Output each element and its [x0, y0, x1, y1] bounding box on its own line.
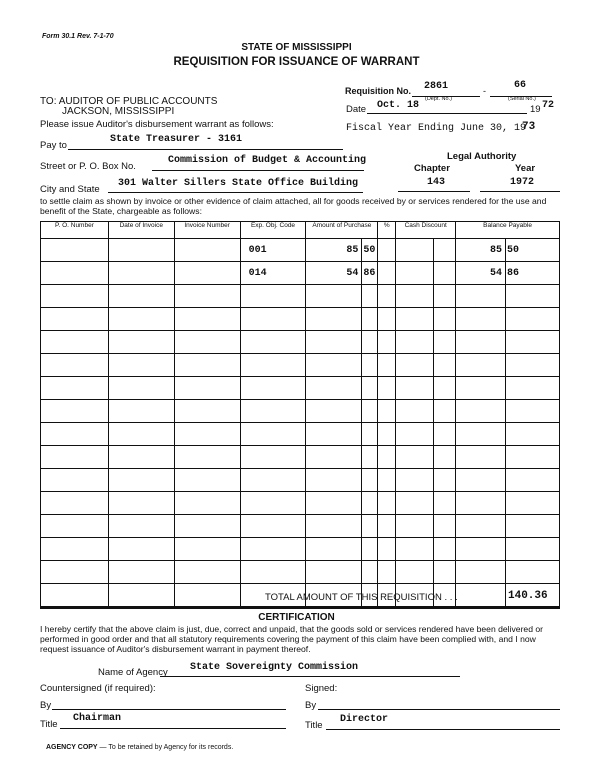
- date-line: [367, 113, 527, 114]
- total-rule: [40, 607, 560, 609]
- title-line-right: [326, 729, 560, 730]
- agency-copy-label: AGENCY COPY: [46, 744, 98, 751]
- amount-dollars-cell: [306, 538, 362, 561]
- po-number-cell: [41, 515, 109, 538]
- amount-dollars-cell: [306, 515, 362, 538]
- exp-obj-code-cell: [240, 492, 306, 515]
- by-label-right: By: [305, 700, 317, 711]
- balance-dollars-cell: [456, 354, 506, 377]
- discount-cents-cell: [434, 561, 456, 584]
- discount-dollars-cell: [396, 285, 434, 308]
- po-number-cell: [41, 561, 109, 584]
- exp-obj-code-cell: [240, 354, 306, 377]
- balance-dollars-cell: [456, 446, 506, 469]
- percent-cell: [378, 515, 396, 538]
- amount-cents-cell: 50: [362, 239, 378, 262]
- table-row: [41, 400, 560, 423]
- invoice-number-cell: [174, 400, 240, 423]
- discount-dollars-cell: [396, 492, 434, 515]
- title-value-right: Director: [340, 714, 389, 725]
- invoice-date-cell: [108, 584, 174, 607]
- percent-cell: [378, 423, 396, 446]
- balance-cents-cell: [506, 400, 560, 423]
- title-label-right: Title: [305, 720, 323, 731]
- agency-label: Name of Agency: [98, 667, 168, 678]
- city-label: City and State: [40, 184, 100, 195]
- percent-cell: [378, 446, 396, 469]
- chapter-value: 143: [427, 177, 446, 188]
- invoice-date-cell: [108, 354, 174, 377]
- invoice-date-cell: [108, 538, 174, 561]
- percent-cell: [378, 469, 396, 492]
- discount-cents-cell: [434, 469, 456, 492]
- percent-cell: [378, 262, 396, 285]
- exp-obj-code-cell: [240, 538, 306, 561]
- amount-cents-cell: [362, 492, 378, 515]
- discount-dollars-cell: [396, 538, 434, 561]
- discount-dollars-cell: [396, 239, 434, 262]
- by-label-left: By: [40, 700, 52, 711]
- amount-cents-cell: [362, 515, 378, 538]
- countersigned-label: Countersigned (if required):: [40, 683, 156, 694]
- discount-dollars-cell: [396, 446, 434, 469]
- by-line-right: [318, 709, 560, 710]
- balance-dollars-cell: [456, 584, 506, 607]
- discount-cents-cell: [434, 262, 456, 285]
- signed-label: Signed:: [305, 683, 338, 694]
- exp-obj-code-cell: [240, 561, 306, 584]
- amount-dollars-cell: [306, 285, 362, 308]
- invoice-number-cell: [174, 561, 240, 584]
- discount-dollars-cell: [396, 354, 434, 377]
- total-label: TOTAL AMOUNT OF THIS REQUISITION . . .: [265, 592, 458, 603]
- invoice-date-cell: [108, 400, 174, 423]
- agency-copy-text: — To be retained by Agency for its records.: [97, 744, 234, 751]
- title-label-left: Title: [40, 719, 58, 730]
- by-line-left: [52, 709, 286, 710]
- balance-cents-cell: [506, 377, 560, 400]
- balance-dollars-cell: [456, 285, 506, 308]
- percent-cell: [378, 492, 396, 515]
- balance-dollars-cell: [456, 423, 506, 446]
- balance-cents-cell: 50: [506, 239, 560, 262]
- invoice-number-cell: [174, 239, 240, 262]
- pay-to-value: State Treasurer - 3161: [110, 134, 243, 145]
- chapter-line: [398, 191, 470, 192]
- table-row: [41, 446, 560, 469]
- col-balance-payable: Balance Payable: [456, 222, 560, 239]
- discount-cents-cell: [434, 446, 456, 469]
- table-row: [41, 377, 560, 400]
- discount-cents-cell: [434, 285, 456, 308]
- amount-dollars-cell: 85: [306, 239, 362, 262]
- amount-cents-cell: [362, 308, 378, 331]
- invoice-date-cell: [108, 515, 174, 538]
- requisition-number: 2861: [424, 81, 449, 92]
- amount-cents-cell: [362, 331, 378, 354]
- po-number-cell: [41, 331, 109, 354]
- amount-cents-cell: 86: [362, 262, 378, 285]
- discount-dollars-cell: [396, 308, 434, 331]
- balance-dollars-cell: [456, 400, 506, 423]
- invoice-date-cell: [108, 561, 174, 584]
- certification-text: I hereby certify that the above claim is just, due, correct and unpaid, that the goods sold or services rendered have been delivered or performed in good order and that all statutory requirements covering the payment of this claim have been complied with, and I now request issuance of Auditor's disbursement warrant in payment thereof.: [40, 624, 544, 654]
- invoice-number-cell: [174, 423, 240, 446]
- amount-dollars-cell: [306, 331, 362, 354]
- invoice-date-cell: [108, 377, 174, 400]
- chapter-label: Chapter: [414, 163, 450, 174]
- amount-dollars-cell: [306, 469, 362, 492]
- discount-cents-cell: [434, 308, 456, 331]
- balance-dollars-cell: [456, 377, 506, 400]
- invoice-number-cell: [174, 331, 240, 354]
- year-value: 72: [542, 100, 555, 111]
- invoice-number-cell: [174, 308, 240, 331]
- discount-dollars-cell: [396, 423, 434, 446]
- invoice-number-cell: [174, 377, 240, 400]
- exp-obj-code-cell: 014: [240, 262, 306, 285]
- col-date-of-invoice: Date of Invoice: [108, 222, 174, 239]
- po-number-cell: [41, 584, 109, 607]
- amount-cents-cell: [362, 423, 378, 446]
- balance-dollars-cell: [456, 515, 506, 538]
- table-row: [41, 469, 560, 492]
- discount-cents-cell: [434, 492, 456, 515]
- balance-cents-cell: 86: [506, 262, 560, 285]
- amount-cents-cell: [362, 377, 378, 400]
- amount-dollars-cell: [306, 423, 362, 446]
- po-number-cell: [41, 239, 109, 262]
- invoice-date-cell: [108, 285, 174, 308]
- col-exp-obj-code: Exp. Obj. Code: [240, 222, 306, 239]
- invoice-date-cell: [108, 469, 174, 492]
- invoice-number-cell: [174, 285, 240, 308]
- exp-obj-code-cell: [240, 515, 306, 538]
- col-po-number: P. O. Number: [41, 222, 109, 239]
- discount-cents-cell: [434, 354, 456, 377]
- amount-cents-cell: [362, 400, 378, 423]
- invoice-number-cell: [174, 262, 240, 285]
- agency-line: [160, 676, 460, 677]
- year-prefix: 19: [530, 104, 541, 115]
- agency-value: State Sovereignty Commission: [190, 662, 359, 673]
- percent-cell: [378, 400, 396, 423]
- table-row: [41, 354, 560, 377]
- invoice-number-cell: [174, 446, 240, 469]
- amount-dollars-cell: [306, 354, 362, 377]
- po-number-cell: [41, 446, 109, 469]
- table-row: [41, 538, 560, 561]
- amount-cents-cell: [362, 561, 378, 584]
- table-header-row: [41, 222, 560, 239]
- street-label: Street or P. O. Box No.: [40, 161, 136, 172]
- col-percent: %: [378, 222, 396, 239]
- col-cash-discount: Cash Discount: [396, 222, 456, 239]
- total-value: 140.36: [508, 590, 548, 602]
- city-value: 301 Walter Sillers State Office Building: [118, 178, 359, 189]
- discount-cents-cell: [434, 331, 456, 354]
- invoice-number-cell: [174, 538, 240, 561]
- exp-obj-code-cell: [240, 400, 306, 423]
- balance-dollars-cell: [456, 561, 506, 584]
- po-number-cell: [41, 538, 109, 561]
- balance-cents-cell: [506, 285, 560, 308]
- date-label: Date: [346, 104, 367, 115]
- invoice-date-cell: [108, 492, 174, 515]
- balance-cents-cell: [506, 446, 560, 469]
- balance-cents-cell: [506, 308, 560, 331]
- percent-cell: [378, 354, 396, 377]
- footer-note: [46, 744, 233, 751]
- discount-dollars-cell: [396, 400, 434, 423]
- discount-cents-cell: [434, 423, 456, 446]
- instruction-text: Please issue Auditor's disbursement warrant as follows:: [40, 119, 274, 130]
- claims-table: [40, 221, 560, 607]
- percent-cell: [378, 538, 396, 561]
- amount-dollars-cell: [306, 446, 362, 469]
- form-number: Form 30.1 Rev. 7-1-70: [42, 33, 114, 40]
- po-number-cell: [41, 423, 109, 446]
- po-number-cell: [41, 469, 109, 492]
- balance-dollars-cell: 54: [456, 262, 506, 285]
- table-row: [41, 423, 560, 446]
- percent-cell: [378, 308, 396, 331]
- balance-cents-cell: [506, 423, 560, 446]
- balance-dollars-cell: [456, 469, 506, 492]
- po-number-cell: [41, 400, 109, 423]
- amount-cents-cell: [362, 285, 378, 308]
- table-row: [41, 561, 560, 584]
- discount-cents-cell: [434, 538, 456, 561]
- legal-year-line: [480, 191, 560, 192]
- exp-obj-code-cell: [240, 331, 306, 354]
- legal-authority-title: Legal Authority: [447, 151, 517, 162]
- pay-to-label: Pay to: [40, 140, 67, 151]
- po-number-cell: [41, 492, 109, 515]
- amount-dollars-cell: [306, 308, 362, 331]
- balance-cents-cell: [506, 331, 560, 354]
- serial-number: 66: [514, 80, 527, 91]
- discount-dollars-cell: [396, 561, 434, 584]
- discount-cents-cell: [434, 239, 456, 262]
- po-number-cell: [41, 262, 109, 285]
- balance-dollars-cell: [456, 492, 506, 515]
- balance-cents-cell: [506, 492, 560, 515]
- exp-obj-code-cell: [240, 423, 306, 446]
- exp-obj-code-cell: [240, 469, 306, 492]
- invoice-date-cell: [108, 331, 174, 354]
- discount-dollars-cell: [396, 331, 434, 354]
- balance-cents-cell: [506, 561, 560, 584]
- amount-dollars-cell: [306, 561, 362, 584]
- po-number-cell: [41, 377, 109, 400]
- legal-year-value: 1972: [510, 177, 535, 188]
- po-number-cell: [41, 354, 109, 377]
- form-title: REQUISITION FOR ISSUANCE OF WARRANT: [173, 56, 420, 68]
- amount-cents-cell: [362, 446, 378, 469]
- balance-cents-cell: [506, 354, 560, 377]
- po-number-cell: [41, 285, 109, 308]
- requisition-dash: -: [483, 86, 486, 96]
- year-label: Year: [515, 163, 536, 174]
- invoice-date-cell: [108, 446, 174, 469]
- invoice-date-cell: [108, 308, 174, 331]
- invoice-number-cell: [174, 584, 240, 607]
- percent-cell: [378, 331, 396, 354]
- city-line: [108, 192, 363, 193]
- discount-dollars-cell: [396, 469, 434, 492]
- invoice-number-cell: [174, 492, 240, 515]
- addressee-line2: JACKSON, MISSISSIPPI: [62, 106, 175, 117]
- invoice-date-cell: [108, 423, 174, 446]
- fiscal-label: Fiscal Year Ending June 30, 19: [346, 123, 527, 134]
- amount-cents-cell: [362, 469, 378, 492]
- table-row: [41, 239, 560, 262]
- percent-cell: [378, 285, 396, 308]
- settle-text: to settle claim as shown by invoice or other evidence of claim attached, all for goods received by or services rendered for the use and benefit of the State, chargeable as follows:: [40, 196, 547, 216]
- amount-dollars-cell: [306, 492, 362, 515]
- street-value: Commission of Budget & Accounting: [168, 155, 367, 166]
- balance-cents-cell: [506, 469, 560, 492]
- requisition-label: Requisition No.: [345, 86, 411, 96]
- table-row: [41, 492, 560, 515]
- po-number-cell: [41, 308, 109, 331]
- amount-cents-cell: [362, 354, 378, 377]
- table-row: [41, 262, 560, 285]
- balance-dollars-cell: 85: [456, 239, 506, 262]
- title-value-left: Chairman: [73, 713, 122, 724]
- street-line: [152, 170, 364, 171]
- percent-cell: [378, 239, 396, 262]
- state-heading: STATE OF MISSISSIPPI: [241, 42, 352, 53]
- table-row: [41, 331, 560, 354]
- discount-dollars-cell: [396, 262, 434, 285]
- amount-cents-cell: [362, 538, 378, 561]
- date-value: Oct. 18: [377, 100, 420, 111]
- col-amount-of-purchase: Amount of Purchase: [306, 222, 378, 239]
- exp-obj-code-cell: [240, 446, 306, 469]
- pay-to-line: [68, 149, 343, 150]
- invoice-number-cell: [174, 354, 240, 377]
- amount-dollars-cell: [306, 377, 362, 400]
- exp-obj-code-cell: [240, 377, 306, 400]
- serial-no-caption: (Serial No.): [508, 96, 536, 102]
- invoice-date-cell: [108, 239, 174, 262]
- table-row: [41, 308, 560, 331]
- invoice-number-cell: [174, 469, 240, 492]
- percent-cell: [378, 377, 396, 400]
- invoice-number-cell: [174, 515, 240, 538]
- amount-dollars-cell: 54: [306, 262, 362, 285]
- dept-no-caption: (Dept. No.): [425, 96, 452, 102]
- exp-obj-code-cell: [240, 308, 306, 331]
- fiscal-year: 73: [522, 121, 536, 133]
- col-invoice-number: Invoice Number: [174, 222, 240, 239]
- discount-cents-cell: [434, 377, 456, 400]
- exp-obj-code-cell: [240, 285, 306, 308]
- invoice-date-cell: [108, 262, 174, 285]
- certification-title: CERTIFICATION: [258, 612, 335, 623]
- balance-cents-cell: [506, 538, 560, 561]
- balance-dollars-cell: [456, 331, 506, 354]
- amount-dollars-cell: [306, 400, 362, 423]
- balance-dollars-cell: [456, 538, 506, 561]
- discount-dollars-cell: [396, 377, 434, 400]
- addressee-line1: TO: AUDITOR OF PUBLIC ACCOUNTS: [40, 96, 218, 107]
- title-line-left: [60, 728, 286, 729]
- table-row: [41, 285, 560, 308]
- discount-cents-cell: [434, 515, 456, 538]
- table-row: [41, 515, 560, 538]
- balance-cents-cell: [506, 515, 560, 538]
- exp-obj-code-cell: 001: [240, 239, 306, 262]
- balance-dollars-cell: [456, 308, 506, 331]
- discount-cents-cell: [434, 400, 456, 423]
- percent-cell: [378, 561, 396, 584]
- discount-dollars-cell: [396, 515, 434, 538]
